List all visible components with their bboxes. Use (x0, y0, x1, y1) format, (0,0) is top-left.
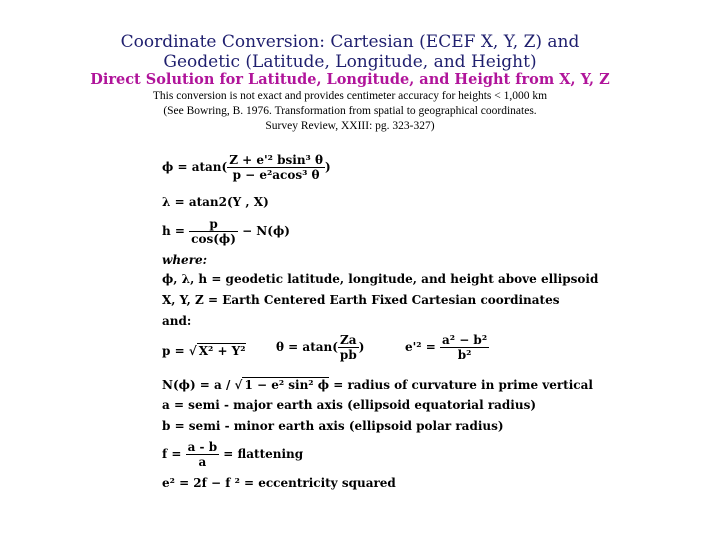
height-equation (162, 217, 290, 246)
height-rhs: − N(ϕ) (242, 224, 290, 238)
theta-lhs: θ = atan( (276, 340, 338, 354)
p-radicand: X² + Y² (198, 344, 246, 358)
semi-major-axis-definition: a = semi - major earth axis (ellipsoid equatorial radius) (162, 398, 537, 412)
height-numerator: p (209, 217, 218, 231)
where-cartesian-definition: X, Y, Z = Earth Centered Earth Fixed Cartesian coordinates (162, 293, 560, 307)
flattening-definition (162, 440, 303, 469)
n-radicand: 1 − e² sin² ϕ (244, 378, 330, 392)
eprime-fraction (440, 333, 489, 362)
eprime-lhs: e'² = (405, 340, 436, 354)
eprime-numerator: a² − b² (441, 333, 488, 347)
n-lhs: N(ϕ) = a / (162, 378, 235, 392)
p-definition (162, 343, 246, 358)
theta-rhs: ) (358, 340, 365, 354)
f-lhs: f = (162, 447, 182, 461)
latitude-lhs: ϕ = atan( (162, 160, 228, 174)
latitude-equation (162, 153, 331, 182)
and-label: and: (162, 314, 192, 328)
sqrt-icon: √ (188, 344, 197, 358)
eccentricity-squared-definition: e² = 2f − f ² = eccentricity squared (162, 476, 396, 490)
theta-fraction (338, 333, 359, 362)
height-denominator: cos(ϕ) (191, 232, 236, 246)
p-lhs: p = (162, 344, 189, 358)
sqrt-icon: √ (234, 378, 243, 392)
theta-denominator: pb (339, 348, 357, 362)
reference-note-line-1: (See Bowring, B. 1976. Transformation from spatial to geographical coordinates. (163, 105, 537, 117)
theta-definition (276, 333, 364, 362)
radius-of-curvature-definition (162, 377, 593, 392)
n-rhs: = radius of curvature in prime vertical (329, 378, 593, 392)
f-rhs: = flattening (223, 447, 304, 461)
accuracy-note: This conversion is not exact and provides centimeter accuracy for heights < 1,000 km (152, 90, 548, 102)
page-title-line-2: Geodetic (Latitude, Longitude, and Height) (163, 52, 537, 72)
f-numerator: a - b (187, 440, 218, 454)
where-geodetic-definition: ϕ, λ, h = geodetic latitude, longitude, and height above ellipsoid (162, 272, 599, 286)
reference-note-line-2: Survey Review, XXIII: pg. 323-327) (265, 120, 435, 132)
latitude-denominator: p − e²acos³ θ (227, 167, 325, 182)
latitude-numerator: Z + e'² bsin³ θ (229, 153, 323, 167)
height-fraction (189, 217, 238, 246)
second-eccentricity-definition (405, 333, 489, 362)
page-title-line-1: Coordinate Conversion: Cartesian (ECEF X, Y, Z) and (120, 32, 580, 52)
latitude-fraction (227, 153, 325, 182)
f-fraction (186, 440, 220, 469)
longitude-equation: λ = atan2(Y , X) (162, 195, 269, 209)
theta-numerator: Za (340, 333, 357, 347)
f-denominator: a (186, 454, 220, 469)
where-label: where: (162, 253, 208, 267)
height-lhs: h = (162, 224, 185, 238)
eprime-denominator: b² (440, 347, 489, 362)
latitude-rhs: ) (324, 160, 331, 174)
semi-minor-axis-definition: b = semi - minor earth axis (ellipsoid polar radius) (162, 419, 504, 433)
page-subtitle: Direct Solution for Latitude, Longitude, and Height from X, Y, Z (90, 71, 610, 88)
